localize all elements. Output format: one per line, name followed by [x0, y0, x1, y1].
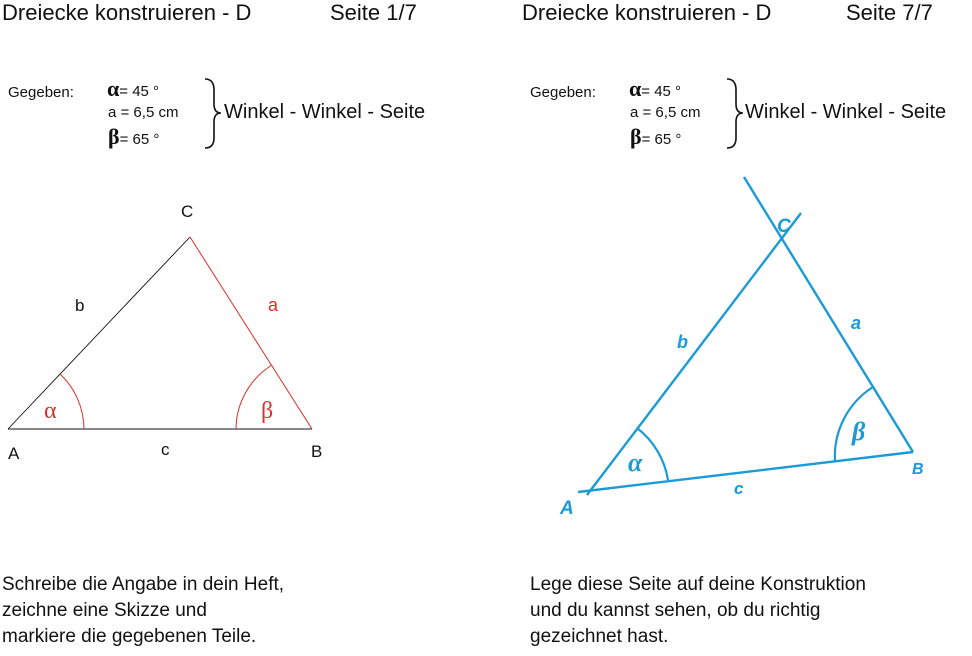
sketch-vertex-a: A: [8, 444, 20, 463]
beta-symbol: β: [630, 124, 642, 149]
left-note-line: markiere die gegebenen Teile.: [2, 626, 257, 647]
left-given-brace: [205, 79, 221, 148]
right-construction-type: Winkel - Winkel - Seite: [745, 101, 947, 123]
construction-vertex-c: C: [777, 216, 791, 237]
alpha-value: = 45 °: [641, 83, 682, 100]
right-note-line: und du kannst sehen, ob du richtig: [530, 600, 821, 621]
alpha-symbol: α: [107, 76, 120, 101]
construction-label-a: a: [851, 313, 862, 333]
sketch-label-b: b: [75, 296, 85, 315]
construction-side-b: [587, 213, 801, 495]
right-note-line: gezeichnet hast.: [530, 626, 669, 647]
left-construction-type: Winkel - Winkel - Seite: [224, 101, 426, 123]
left-title: Dreiecke konstruieren - D: [2, 0, 252, 25]
construction-vertex-a: A: [560, 498, 574, 519]
construction-side-a: [744, 177, 913, 452]
construction-vertex-b: B: [912, 461, 924, 478]
left-note-line: zeichne eine Skizze und: [2, 600, 207, 621]
left-note-line: Schreibe die Angabe in dein Heft,: [2, 574, 285, 595]
right-note: [530, 572, 866, 650]
beta-value: = 65 °: [641, 131, 682, 148]
construction-label-alpha: α: [628, 448, 643, 477]
right-given-brace: [727, 79, 743, 148]
sketch-side-a: [190, 237, 312, 429]
right-given-label: Gegeben:: [530, 84, 596, 101]
beta-value: = 65 °: [119, 131, 160, 148]
beta-symbol: β: [108, 124, 120, 149]
left-given-label: Gegeben:: [8, 84, 74, 101]
sketch-label-c: c: [161, 440, 170, 459]
construction-label-b: b: [677, 332, 688, 352]
right-note-line: Lege diese Seite auf deine Konstruktion: [530, 574, 866, 595]
sketch-label-a: a: [268, 295, 279, 315]
sketch-side-b: [8, 237, 190, 429]
alpha-value: = 45 °: [119, 83, 160, 100]
construction-label-beta: β: [852, 417, 866, 446]
right-title: Dreiecke konstruieren - D: [522, 0, 772, 25]
right-given-side: a = 6,5 cm: [630, 104, 701, 121]
left-page-number: Seite 1/7: [330, 0, 417, 25]
alpha-symbol: α: [629, 76, 642, 101]
left-note: [2, 572, 284, 650]
right-page-number: Seite 7/7: [846, 0, 933, 25]
sketch-label-beta: β: [261, 398, 274, 424]
sketch-vertex-b: B: [311, 442, 323, 461]
left-sketch: [8, 202, 322, 463]
sketch-vertex-c: C: [181, 202, 194, 221]
left-given-side: a = 6,5 cm: [108, 104, 179, 121]
sketch-label-alpha: α: [44, 398, 57, 424]
construction-label-c: c: [734, 479, 744, 498]
sketch-angle-alpha-arc: [60, 374, 84, 429]
